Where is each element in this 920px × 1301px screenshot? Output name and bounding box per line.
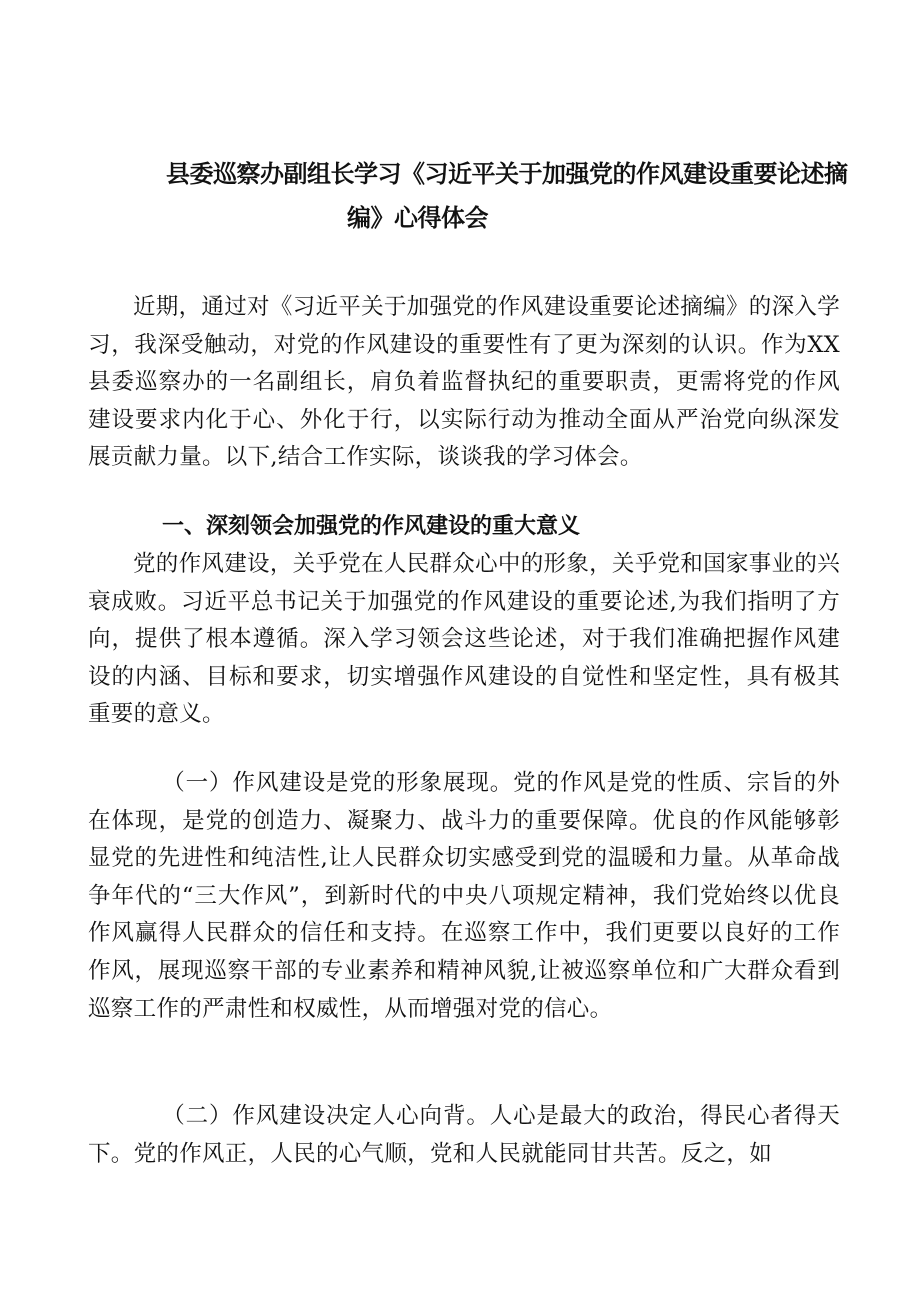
document-title [120, 152, 880, 240]
subsection-1-paragraph: （一）作风建设是党的形象展现。党的作风是党的性质、宗旨的外在体现，是党的创造力、凝聚力、战斗力的重要保障。优良的作风能够彰显党的先进性和纯洁性,让人民群众切实感受到党的温暖和力量。从革命战争年代的“三大作风”，到新时代的中央八项规定精神，我们党始终以优良作风赢得人民群众的信任和支持。在巡察工作中，我们更要以良好的工作作风，展现巡察干部的专业素养和精神风貌,让被巡察单位和广大群众看到巡察工作的严肃性和权威性，从而增强对党的信心。 [88, 770, 840, 1022]
section-1-heading: 一、深刻领会加强党的作风建设的重大意义 [162, 514, 581, 539]
intro-paragraph: 近期，通过对《习近平关于加强党的作风建设重要论述摘编》的深入学习，我深受触动，对党的作风建设的重要性有了更为深刻的认识。作为XX县委巡察办的一名副组长，肩负着监督执纪的重要职责，更需将党的作风建设要求内化于心、外化于行，以实际行动为推动全面从严治党向纵深发展贡献力量。以下,结合工作实际，谈谈我的学习体会。 [88, 294, 840, 471]
title-line-2: 编》心得体会 [347, 204, 488, 232]
title-line-1: 县委巡察办副组长学习《习近平关于加强党的作风建设重要论述摘 [166, 160, 848, 188]
subsection-2-paragraph: （二）作风建设决定人心向背。人心是最大的政治，得民心者得天下。党的作风正，人民的心气顺，党和人民就能同甘共苦。反之，如 [88, 1103, 840, 1167]
section-1-paragraph: 党的作风建设，关乎党在人民群众心中的形象，关乎党和国家事业的兴衰成败。习近平总书记关于加强党的作风建设的重要论述,为我们指明了方向，提供了根本遵循。深入学习领会这些论述，对于我们准确把握作风建设的内涵、目标和要求，切实增强作风建设的自觉性和坚定性，具有极其重要的意义。 [88, 551, 840, 728]
